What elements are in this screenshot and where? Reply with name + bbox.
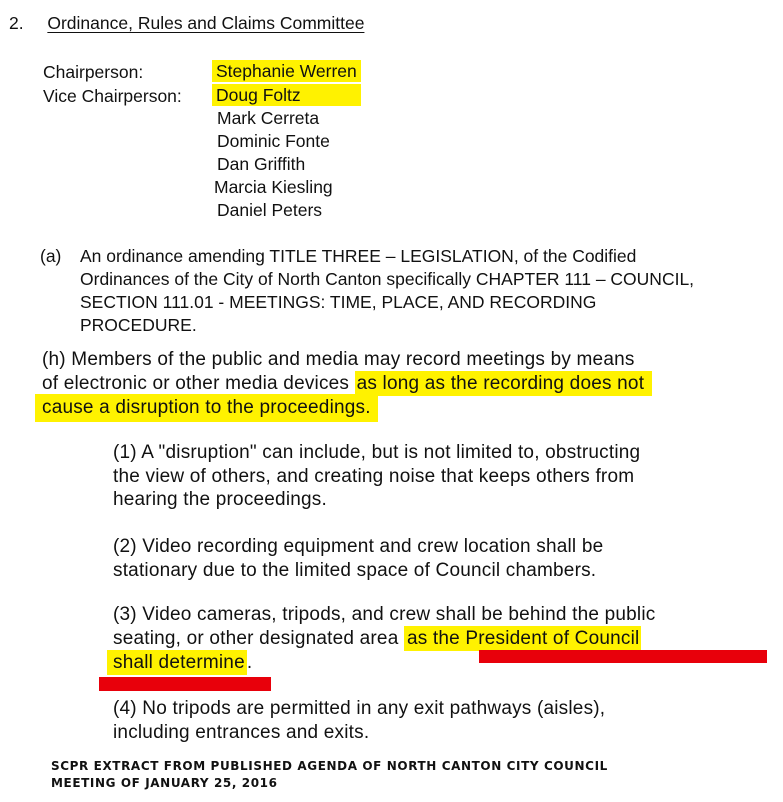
committee-members: [214, 107, 333, 222]
chair-name-highlight: Stephanie Werren: [212, 60, 361, 82]
item-h-line-2-highlight: as long as the recording does not: [355, 371, 653, 396]
sub-item-3-line-1: (3) Video cameras, tripods, and crew shall be behind the public: [113, 604, 656, 625]
member-name: Daniel Peters: [217, 200, 323, 220]
section-number: 2.: [9, 13, 24, 33]
member-name: Marcia Kiesling: [214, 177, 333, 197]
vice-label: Vice Chairperson:: [43, 86, 182, 106]
red-underline-bar: [99, 677, 271, 691]
footer-caption: [51, 758, 608, 792]
member-name: Mark Cerreta: [217, 108, 320, 128]
member-name: Dan Griffith: [217, 154, 306, 174]
sub-item-3-line-2-plain: seating, or other designated area: [113, 628, 404, 649]
item-a-line: An ordinance amending TITLE THREE – LEGISLATION, of the Codified: [80, 246, 637, 266]
sub-item-4-line: including entrances and exits.: [113, 721, 370, 743]
chair-name: [212, 60, 361, 83]
footer-line: SCPR EXTRACT FROM PUBLISHED AGENDA OF NORTH CANTON CITY COUNCIL: [51, 759, 608, 773]
item-a-line: PROCEDURE.: [80, 315, 197, 335]
item-h-line-2: [42, 372, 652, 396]
footer-line: MEETING OF JANUARY 25, 2016: [51, 776, 278, 790]
sub-item-4-line: (4) No tripods are permitted in any exit pathways (aisles),: [113, 698, 606, 719]
sub-item-1-line: the view of others, and creating noise that keeps others from: [113, 465, 635, 487]
sub-item-3-line-3-plain: .: [246, 652, 253, 673]
member-name: Dominic Fonte: [217, 131, 330, 151]
item-h-line-2-plain: of electronic or other media devices: [42, 373, 355, 394]
item-h-line-1: (h) Members of the public and media may record meetings by means: [42, 349, 635, 370]
section-heading: [9, 12, 364, 35]
chair-label: Chairperson:: [43, 62, 144, 82]
sub-item-2-line: stationary due to the limited space of Council chambers.: [113, 559, 597, 581]
sub-item-2: [113, 535, 603, 582]
vice-name-highlight: Doug Foltz: [212, 84, 361, 106]
sub-item-3-line-3: [107, 651, 252, 675]
item-a-marker: (a): [40, 246, 62, 266]
vice-name: [212, 84, 361, 107]
sub-item-1-line: hearing the proceedings.: [113, 489, 327, 510]
sub-item-2-line: (2) Video recording equipment and crew location shall be: [113, 536, 604, 557]
item-a-line: SECTION 111.01 - MEETINGS: TIME, PLACE, AND RECORDING: [80, 292, 597, 312]
item-a-text: [80, 245, 694, 337]
sub-item-1: [113, 441, 640, 512]
section-title: Ordinance, Rules and Claims Committee: [47, 13, 365, 33]
sub-item-3-line-3-highlight: shall determine: [107, 650, 247, 675]
item-h-line-3-highlight: cause a disruption to the proceedings.: [35, 394, 378, 422]
sub-item-4: [113, 697, 605, 744]
item-a-line: Ordinances of the City of North Canton specifically CHAPTER 111 – COUNCIL,: [80, 269, 695, 289]
red-underline-bar: [479, 650, 767, 663]
sub-item-3-line-2: [113, 627, 641, 651]
item-h-line-3: [35, 396, 378, 420]
sub-item-1-line: (1) A "disruption" can include, but is not limited to, obstructing: [113, 442, 641, 463]
sub-item-3-line-2-highlight: as the President of Council: [404, 626, 641, 651]
